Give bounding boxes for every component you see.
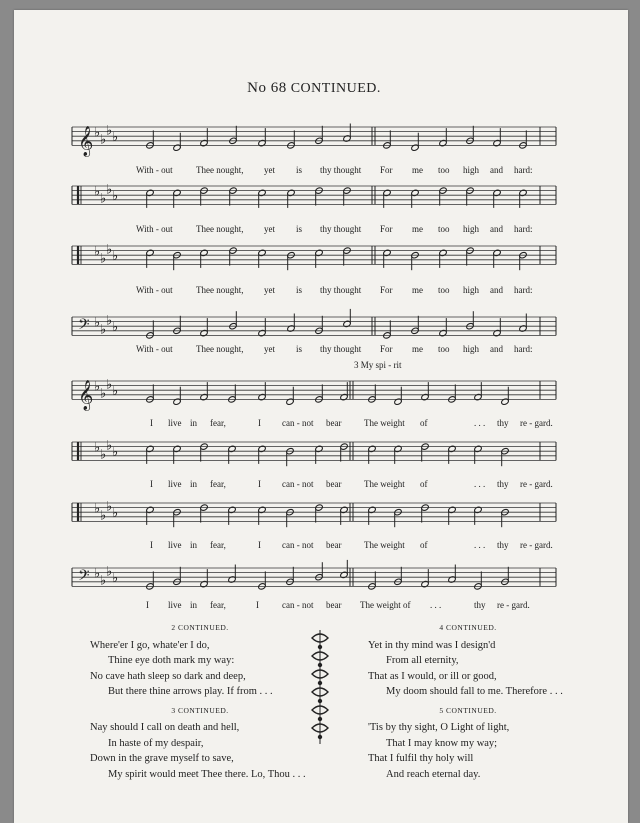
lyric-syllable: . . .	[474, 418, 486, 428]
flat-icon: ♭	[94, 501, 101, 517]
lyric-syllable: can - not	[282, 479, 314, 489]
lyric-syllable: bear	[326, 479, 342, 489]
flat-icon: ♭	[112, 445, 119, 461]
lyric-syllable: live	[168, 540, 182, 550]
flat-icon: ♭	[112, 189, 119, 205]
verse-block	[90, 620, 310, 700]
lyric-syllable: live	[168, 418, 182, 428]
flat-icon: ♭	[100, 508, 107, 524]
lyric-syllable: of	[420, 479, 428, 489]
lyric-syllable: The weight	[364, 418, 405, 428]
flat-icon: ♭	[106, 313, 113, 329]
lyric-syllable: and	[490, 224, 503, 234]
verse-line: 'Tis by thy sight, O Light of light,	[368, 722, 510, 733]
lyric-syllable: re - gard.	[520, 418, 553, 428]
verse-line: That I may know my way;	[386, 737, 498, 749]
verse-heading: 3 CONTINUED.	[171, 705, 229, 715]
flat-icon: ♭	[106, 182, 113, 198]
verse-line: Down in the grave myself to save,	[90, 753, 234, 764]
lyric-syllable: too	[438, 165, 450, 175]
bass-clef-icon: 𝄢	[78, 566, 90, 588]
bass-clef-icon: 𝄢	[78, 315, 90, 337]
lyric-syllable: can - not	[282, 418, 314, 428]
lyric-syllable: thy thought	[320, 165, 362, 175]
lyric-syllable: and	[490, 285, 503, 295]
lyric-syllable: I	[258, 418, 261, 428]
lyric-syllable: fear,	[210, 479, 226, 489]
verse-line: My spirit would meet Thee there. Lo, Thou . . .	[108, 768, 306, 780]
lyric-syllable: yet	[264, 344, 275, 354]
lyric-syllable: bear	[326, 540, 342, 550]
lyric-syllable: in	[190, 600, 198, 610]
flat-icon: ♭	[100, 386, 107, 402]
verse-heading: 4 CONTINUED.	[439, 623, 497, 632]
flat-icon: ♭	[100, 447, 107, 463]
lyric-syllable: high	[463, 285, 480, 295]
lyric-syllable: fear,	[210, 600, 226, 610]
flat-icon: ♭	[106, 242, 113, 258]
flat-icon: ♭	[100, 251, 107, 267]
lyric-syllable: high	[463, 224, 480, 234]
lyric-syllable: re - gard.	[520, 540, 553, 550]
lyric-syllable: hard:	[514, 344, 533, 354]
lyric-syllable: I	[150, 540, 153, 550]
flat-icon: ♭	[112, 506, 119, 522]
hymn-number: No 68	[247, 80, 287, 96]
verse-line: My doom should fall to me. Therefore . . .	[386, 686, 563, 697]
verse-heading: 2 CONTINUED.	[171, 623, 229, 632]
lyric-syllable: re - gard.	[497, 600, 530, 610]
verse-line: Thine eye doth mark my way:	[108, 655, 235, 666]
flat-icon: ♭	[94, 566, 101, 582]
lyric-syllable: I	[146, 600, 149, 610]
lyric-syllable: For	[380, 224, 393, 234]
flat-icon: ♭	[112, 249, 119, 265]
flat-icon: ♭	[94, 315, 101, 331]
verse-block	[90, 703, 310, 783]
lyric-syllable: Thee nought,	[196, 285, 244, 295]
lyric-syllable: high	[463, 165, 480, 175]
lyric-syllable: thy	[497, 540, 509, 550]
lyric-syllable: can - not	[282, 600, 314, 610]
lyric-syllable: can - not	[282, 540, 314, 550]
flat-icon: ♭	[106, 499, 113, 515]
verse-line: That as I would, or ill or good,	[368, 670, 497, 682]
verse-block	[368, 703, 568, 783]
verse-line: Where'er I go, whate'er I do,	[90, 639, 210, 651]
title-continued: CONTINUED.	[290, 81, 381, 96]
verse-column-right	[368, 620, 568, 782]
lyric-syllable: Thee nought,	[196, 165, 244, 175]
lyric-syllable: in	[190, 418, 198, 428]
lyric-syllable: Thee nought,	[196, 344, 244, 354]
lyric-syllable: fear,	[210, 540, 226, 550]
lyric-syllable: thy	[497, 418, 509, 428]
lyric-syllable: . . .	[474, 540, 486, 550]
lyric-syllable: is	[296, 224, 303, 234]
verse-line: That I fulfil thy holy will	[368, 753, 474, 764]
lyric-syllable: The weight of	[360, 600, 411, 610]
lyric-syllable: With - out	[136, 165, 173, 175]
flat-icon: ♭	[106, 564, 113, 580]
lyric-syllable: me	[412, 224, 423, 234]
lyric-syllable: . . .	[430, 600, 442, 610]
lyric-syllable: bear	[326, 600, 342, 610]
flat-icon: ♭	[106, 377, 113, 393]
flat-icon: ♭	[100, 322, 107, 338]
lyric-syllable: yet	[264, 165, 275, 175]
lyric-syllable: yet	[264, 285, 275, 295]
lyric-syllable: With - out	[136, 285, 173, 295]
lyric-syllable: re - gard.	[520, 479, 553, 489]
flat-icon: ♭	[100, 191, 107, 207]
verse-heading: 5 CONTINUED.	[439, 705, 497, 715]
verse-line: No cave hath sleep so dark and deep,	[90, 670, 246, 682]
lyric-syllable: bear	[326, 418, 342, 428]
lyric-syllable: in	[190, 479, 198, 489]
lyric-syllable: I	[258, 540, 261, 550]
flat-icon: ♭	[94, 379, 101, 395]
lyric-syllable: of	[420, 540, 428, 550]
lyric-syllable: I	[150, 479, 153, 489]
lyric-syllable: thy	[497, 479, 509, 489]
flat-icon: ♭	[112, 130, 119, 146]
lyric-syllable: yet	[264, 224, 275, 234]
lyric-syllable: hard:	[514, 285, 533, 295]
flat-icon: ♭	[112, 571, 119, 587]
lyric-syllable: For	[380, 344, 393, 354]
verse-line: Nay should I call on death and hell,	[90, 722, 240, 733]
verse-line: From all eternity,	[386, 655, 459, 666]
lyric-syllable: I	[150, 418, 153, 428]
lyric-syllable: thy	[474, 600, 486, 610]
lyric-syllable: too	[438, 285, 450, 295]
lyric-syllable: is	[296, 165, 303, 175]
lyric-syllable: is	[296, 344, 303, 354]
flat-icon: ♭	[106, 123, 113, 139]
lyric-syllable: is	[296, 285, 303, 295]
lyric-syllable: Thee nought,	[196, 224, 244, 234]
lyric-syllable: fear,	[210, 418, 226, 428]
flat-icon: ♭	[106, 438, 113, 454]
flat-icon: ♭	[100, 573, 107, 589]
lyric-syllable: thy thought	[320, 224, 362, 234]
flat-icon: ♭	[112, 320, 119, 336]
lyric-syllable: I	[256, 600, 259, 610]
lyric-syllable: too	[438, 224, 450, 234]
treble-clef-icon: 𝄞	[78, 126, 94, 157]
lyric-syllable: of	[420, 418, 428, 428]
lyric-syllable: hard:	[514, 224, 533, 234]
lyric-syllable: thy thought	[320, 285, 362, 295]
ornament-divider	[306, 628, 334, 746]
lyric-syllable: live	[168, 479, 182, 489]
verse-line: But there thine arrows play. If from . . .	[108, 686, 273, 697]
lyric-syllable: me	[412, 344, 423, 354]
treble-clef-icon: 𝄞	[78, 380, 94, 411]
lyric-syllable: thy thought	[320, 344, 362, 354]
lyric-syllable: in	[190, 540, 198, 550]
lyric-syllable: For	[380, 285, 393, 295]
lyric-syllable: live	[168, 600, 182, 610]
flat-icon: ♭	[94, 244, 101, 260]
lyric-syllable: I	[258, 479, 261, 489]
lyric-syllable: With - out	[136, 344, 173, 354]
lyric-syllable: With - out	[136, 224, 173, 234]
verse-cue: 3 My spi - rit	[354, 360, 402, 370]
flat-icon: ♭	[100, 132, 107, 148]
verses-section	[0, 620, 640, 780]
flat-icon: ♭	[94, 125, 101, 141]
verse-column-left	[90, 620, 310, 782]
lyric-syllable: me	[412, 285, 423, 295]
flat-icon: ♭	[112, 384, 119, 400]
lyric-syllable: The weight	[364, 540, 405, 550]
verse-line: And reach eternal day.	[386, 768, 481, 780]
verse-line: Yet in thy mind was I design'd	[368, 639, 496, 651]
verse-line: In haste of my despair,	[108, 737, 204, 749]
lyric-syllable: me	[412, 165, 423, 175]
lyric-syllable: and	[490, 165, 503, 175]
lyric-syllable: too	[438, 344, 450, 354]
flat-icon: ♭	[94, 440, 101, 456]
lyric-syllable: The weight	[364, 479, 405, 489]
lyric-syllable: For	[380, 165, 393, 175]
lyric-syllable: and	[490, 344, 503, 354]
verse-block	[368, 620, 568, 700]
lyric-syllable: high	[463, 344, 480, 354]
flat-icon: ♭	[94, 184, 101, 200]
lyric-syllable: . . .	[474, 479, 486, 489]
lyric-syllable: hard:	[514, 165, 533, 175]
